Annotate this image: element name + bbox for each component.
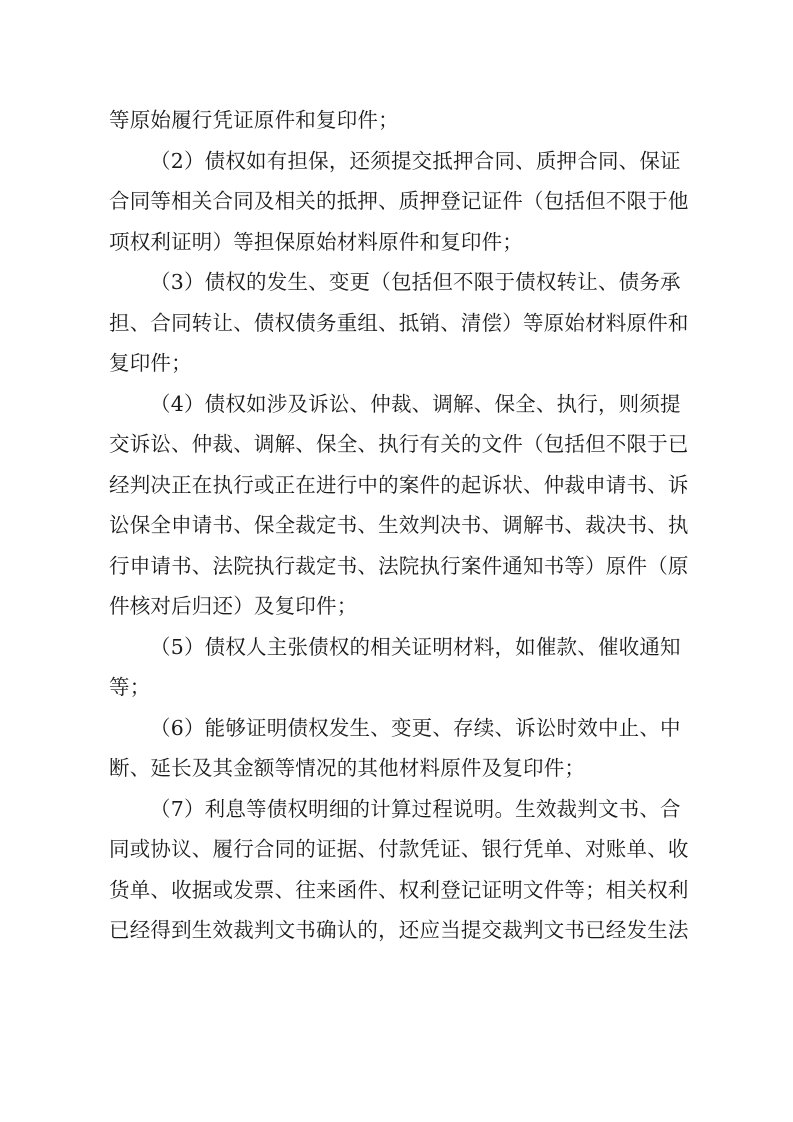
- text-line: 货单、收据或发票、往来函件、权利登记证明文件等；相关权利: [109, 877, 689, 902]
- text-line: （7）利息等债权明细的计算过程说明。生效裁判文书、合: [150, 796, 681, 821]
- text-line: 讼保全申请书、保全裁定书、生效判决书、调解书、裁决书、执: [109, 513, 689, 537]
- text-line: （4）债权如涉及诉讼、仲裁、调解、保全、执行，则须提: [150, 391, 681, 416]
- paragraph-item-5: [109, 627, 692, 708]
- text-line: 行申请书、法院执行裁定书、法院执行案件通知书等）原件（原: [109, 553, 689, 578]
- document-body: [109, 100, 692, 951]
- text-line: 合同等相关合同及相关的抵押、质押登记证件（包括但不限于他: [109, 189, 689, 213]
- paragraph-item-7: [109, 789, 692, 951]
- paragraph-item-2: [109, 141, 692, 263]
- paragraph-item-4: [109, 384, 692, 627]
- text-line: 复印件；: [109, 351, 192, 375]
- paragraph-item-3: [109, 262, 692, 384]
- text-line: （5）债权人主张债权的相关证明材料，如催款、催收通知: [150, 634, 681, 659]
- text-line: 担、合同转让、债权债务重组、抵销、清偿）等原始材料原件和: [109, 310, 689, 335]
- text-line: 经判决正在执行或正在进行中的案件的起诉状、仲裁申请书、诉: [109, 472, 689, 497]
- text-line: 等；: [109, 675, 151, 699]
- paragraph-item-6: [109, 708, 692, 789]
- text-line: 项权利证明）等担保原始材料原件和复印件；: [109, 229, 523, 254]
- text-line: 已经得到生效裁判文书确认的，还应当提交裁判文书已经发生法: [109, 918, 689, 942]
- text-line: 断、延长及其金额等情况的其他材料原件及复印件；: [109, 756, 586, 780]
- text-line: （3）债权的发生、变更（包括但不限于债权转让、债务承: [150, 270, 681, 294]
- text-line: 件核对后归还）及复印件；: [109, 594, 358, 618]
- text-line: （6）能够证明债权发生、变更、存续、诉讼时效中止、中: [150, 715, 681, 740]
- text-line: （2）债权如有担保，还须提交抵押合同、质押合同、保证: [150, 148, 681, 173]
- paragraph-continuation: [109, 100, 692, 141]
- text-line: 交诉讼、仲裁、调解、保全、执行有关的文件（包括但不限于已: [109, 432, 689, 456]
- text-line: 等原始履行凭证原件和复印件；: [109, 108, 399, 132]
- text-line: 同或协议、履行合同的证据、付款凭证、银行凭单、对账单、收: [109, 837, 689, 861]
